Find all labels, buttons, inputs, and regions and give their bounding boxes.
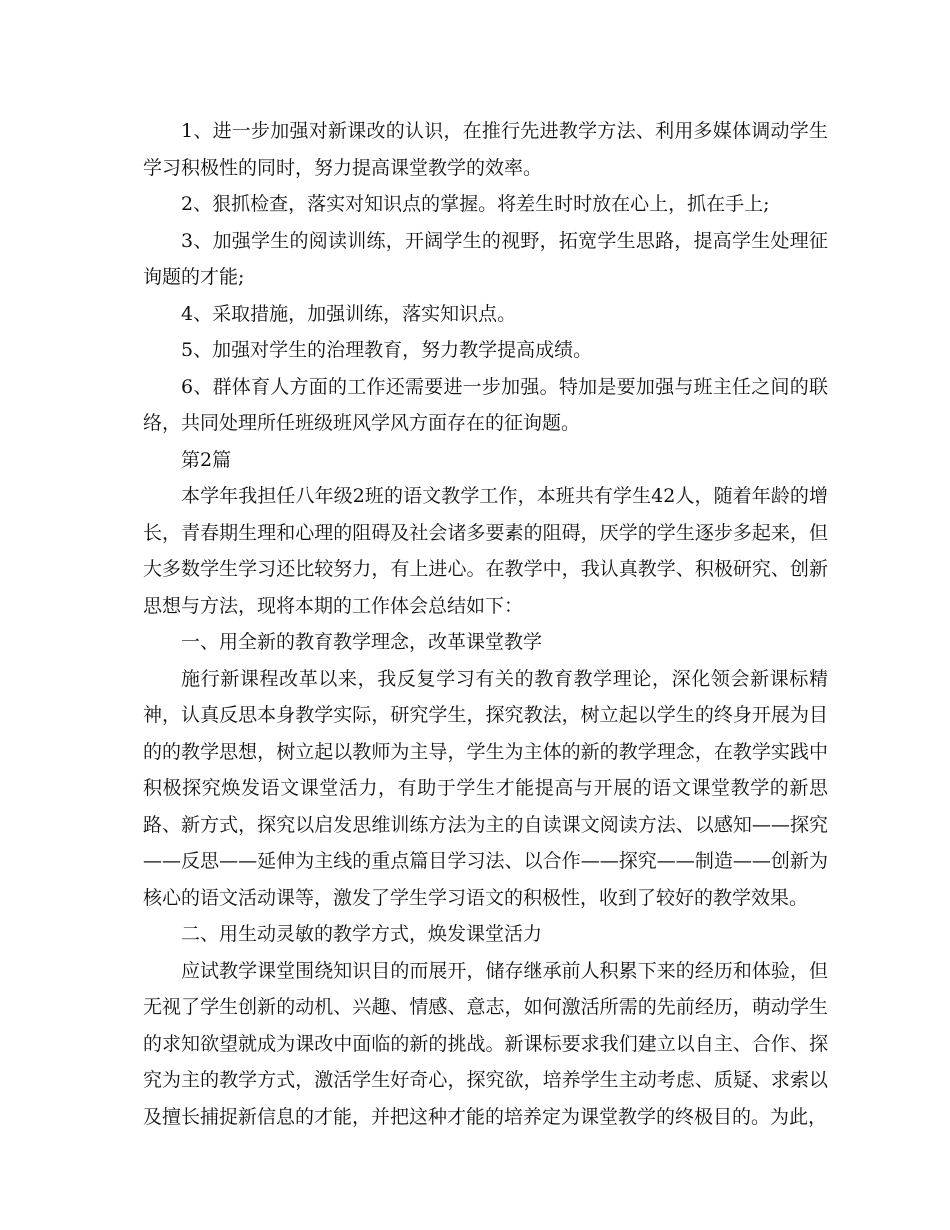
document-body (143, 113, 828, 1135)
paragraph-item-1: 1、进一步加强对新课改的认识，在推行先进教学方法、利用多媒体调动学生学习积极性的同时，努力提高课堂教学的效率。 (143, 120, 828, 179)
paragraph-item-3: 3、加强学生的阅读训练，开阔学生的视野，拓宽学生思路，提高学生处理征询题的才能; (143, 229, 828, 288)
section-heading-part-2: 第2篇 (181, 448, 232, 471)
section-heading-2: 二、用生动灵敏的教学方式，焕发课堂活力 (181, 923, 543, 945)
paragraph-item-6: 6、群体育人方面的工作还需要进一步加强。特加是要加强与班主任之间的联络，共同处理所任班级班风学风方面存在的征询题。 (143, 375, 828, 434)
paragraph-item-4: 4、采取措施，加强训练，落实知识点。 (181, 302, 517, 325)
section-1-body: 施行新课程改革以来，我反复学习有关的教育教学理论，深化领会新课标精神，认真反思本身教学实际，研究学生，探究教法，树立起以学生的终身开展为目的的教学思想，树立起以教师为主导，学生为主体的新的教学理念，在教学实践中积极探究焕发语文课堂活力，有助于学生才能提高与开展的语文课堂教学的新思路、新方式，探究以启发思维训练方法为主的自读课文阅读方法、以感知——探究——反思——延伸为主线的重点篇目学习法、以合作——探究——制造——创新为核心的语文活动课等，激发了学生学习语文的积极性，收到了较好的教学效果。 (143, 667, 828, 909)
section-2-body: 应试教学课堂围绕知识目的而展开，储存继承前人积累下来的经历和体验，但无视了学生创新的动机、兴趣、情感、意志，如何激活所需的先前经历，萌动学生的求知欲望就成为课改中面临的新的挑战。新课标要求我们建立以自主、合作、探究为主的教学方式，激活学生好奇心，探究欲，培养学生主动考虑、质疑、求索以及擅长捕捉新信息的才能，并把这种才能的培养定为课堂教学的终极目的。为此， (143, 959, 828, 1128)
paragraph-item-5: 5、加强对学生的治理教育，努力教学提高成绩。 (181, 339, 593, 361)
paragraph-item-2: 2、狠抓检查，落实对知识点的掌握。将差生时时放在心上，抓在手上; (181, 193, 770, 215)
section-heading-1: 一、用全新的教育教学理念，改革课堂教学 (181, 631, 543, 653)
intro-paragraph: 本学年我担任八年级2班的语文教学工作，本班共有学生42人，随着年龄的增长，青春期生理和心理的阻碍及社会诸多要素的阻碍，厌学的学生逐步多起来，但大多数学生学习还比较努力，有上进心。在教学中，我认真教学、积极研究、创新思想与方法，现将本期的工作体会总结如下： (143, 485, 828, 617)
